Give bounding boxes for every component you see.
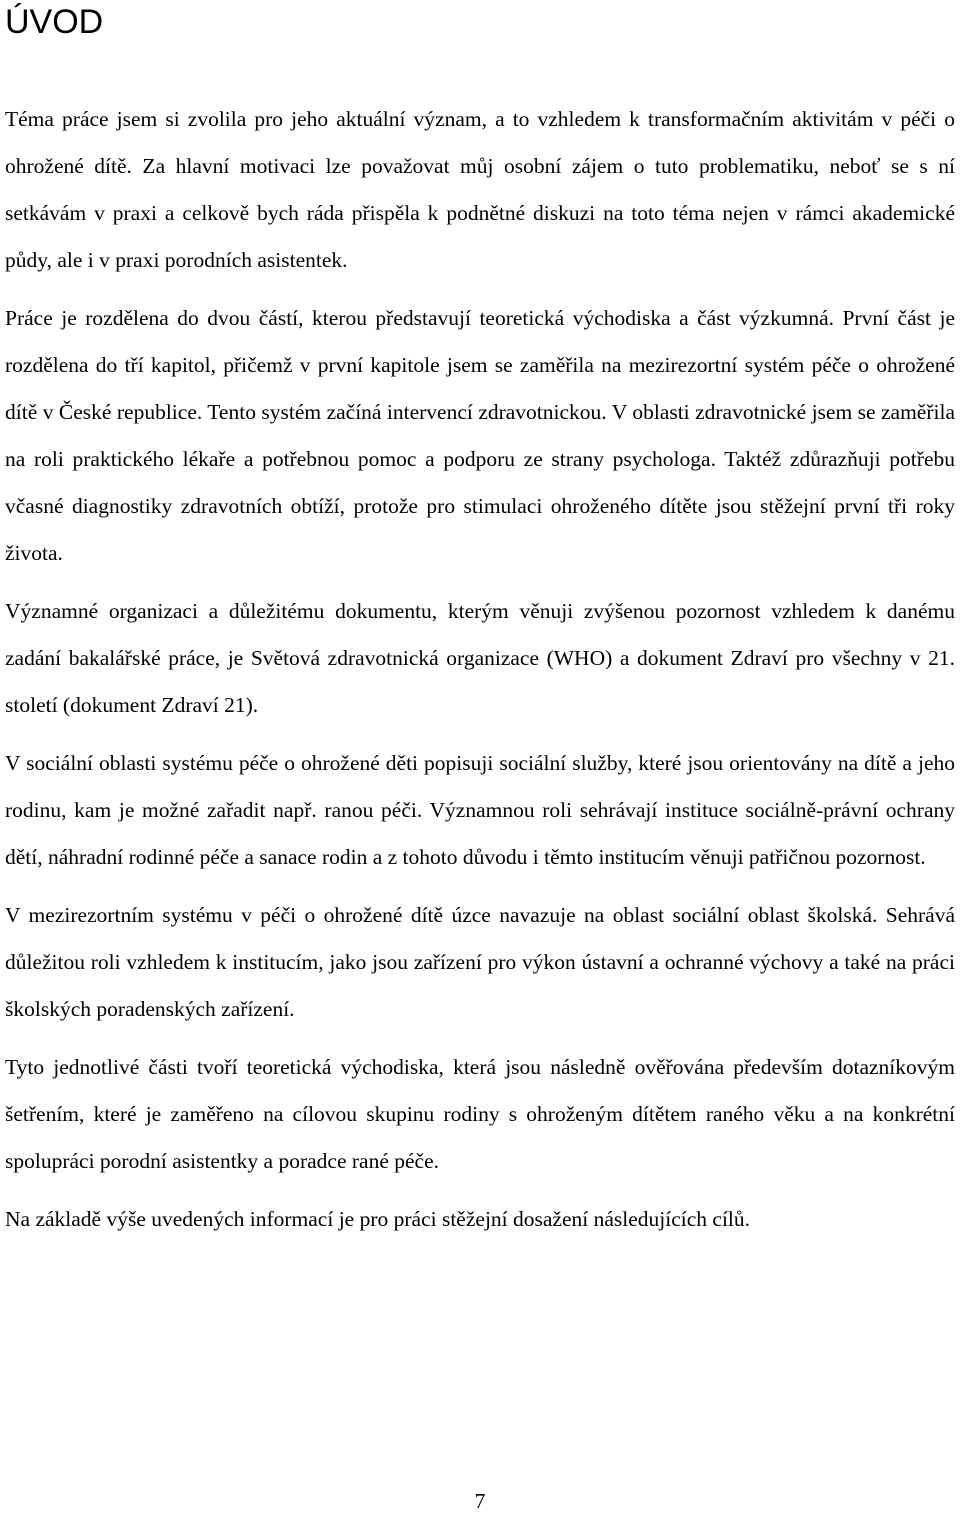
paragraph-motivation: Téma práce jsem si zvolila pro jeho aktuální význam, a to vzhledem k transformačním aktivitám v péči o ohrožené dítě. Za hlavní motivaci lze považovat můj osobní zájem o tuto problematiku, neboť se s ní setkávám v praxi a celkově bych ráda přispěla k podnětné diskuzi na toto téma nejen v rámci akademické půdy, ale i v praxi porodních asistentek.	[5, 107, 955, 272]
paragraph-structure: Práce je rozdělena do dvou částí, kterou představují teoretická východiska a část výzkumná. První část je rozdělena do tří kapitol, přičemž v první kapitole jsem se zaměřila na mezirezortní systém péče o ohrožené dítě v České republice. Tento systém začíná intervencí zdravotnickou. V oblasti zdravotnické jsem se zaměřila na roli praktického lékaře a potřebnou pomoc a podporu ze strany psychologa. Taktéž zdůrazňuji potřebu včasné diagnostiky zdravotních obtíží, protože pro stimulaci ohroženého dítěte jsou stěžejní první tři roky života.	[5, 306, 955, 565]
paragraph-social: V sociální oblasti systému péče o ohrožené děti popisuji sociální služby, které jsou orientovány na dítě a jeho rodinu, kam je možné zařadit např. ranou péči. Významnou roli sehrávají instituce sociálně-právní ochrany dětí, náhradní rodinné péče a sanace rodin a z tohoto důvodu i těmto institucím věnuji patřičnou pozornost.	[5, 751, 955, 869]
section-heading: ÚVOD	[5, 3, 104, 41]
paragraph-who: Významné organizaci a důležitému dokumentu, kterým věnuji zvýšenou pozornost vzhledem k danému zadání bakalářské práce, je Světová zdravotnická organizace (WHO) a dokument Zdraví pro všechny v 21. století (dokument Zdraví 21).	[5, 599, 955, 717]
page-number: 7	[474, 1489, 486, 1513]
paragraph-goals: Na základě výše uvedených informací je pro práci stěžejní dosažení následujících cílů.	[5, 1207, 751, 1231]
paragraph-research: Tyto jednotlivé části tvoří teoretická východiska, která jsou následně ověřována především dotazníkovým šetřením, které je zaměřeno na cílovou skupinu rodiny s ohroženým dítětem raného věku a na konkrétní spolupráci porodní asistentky a poradce rané péče.	[5, 1055, 955, 1173]
paragraph-school: V mezirezortním systému v péči o ohrožené dítě úzce navazuje na oblast sociální oblast školská. Sehrává důležitou roli vzhledem k institucím, jako jsou zařízení pro výkon ústavní a ochranné výchovy a také na práci školských poradenských zařízení.	[5, 903, 955, 1021]
document-page	[5, 0, 955, 1243]
